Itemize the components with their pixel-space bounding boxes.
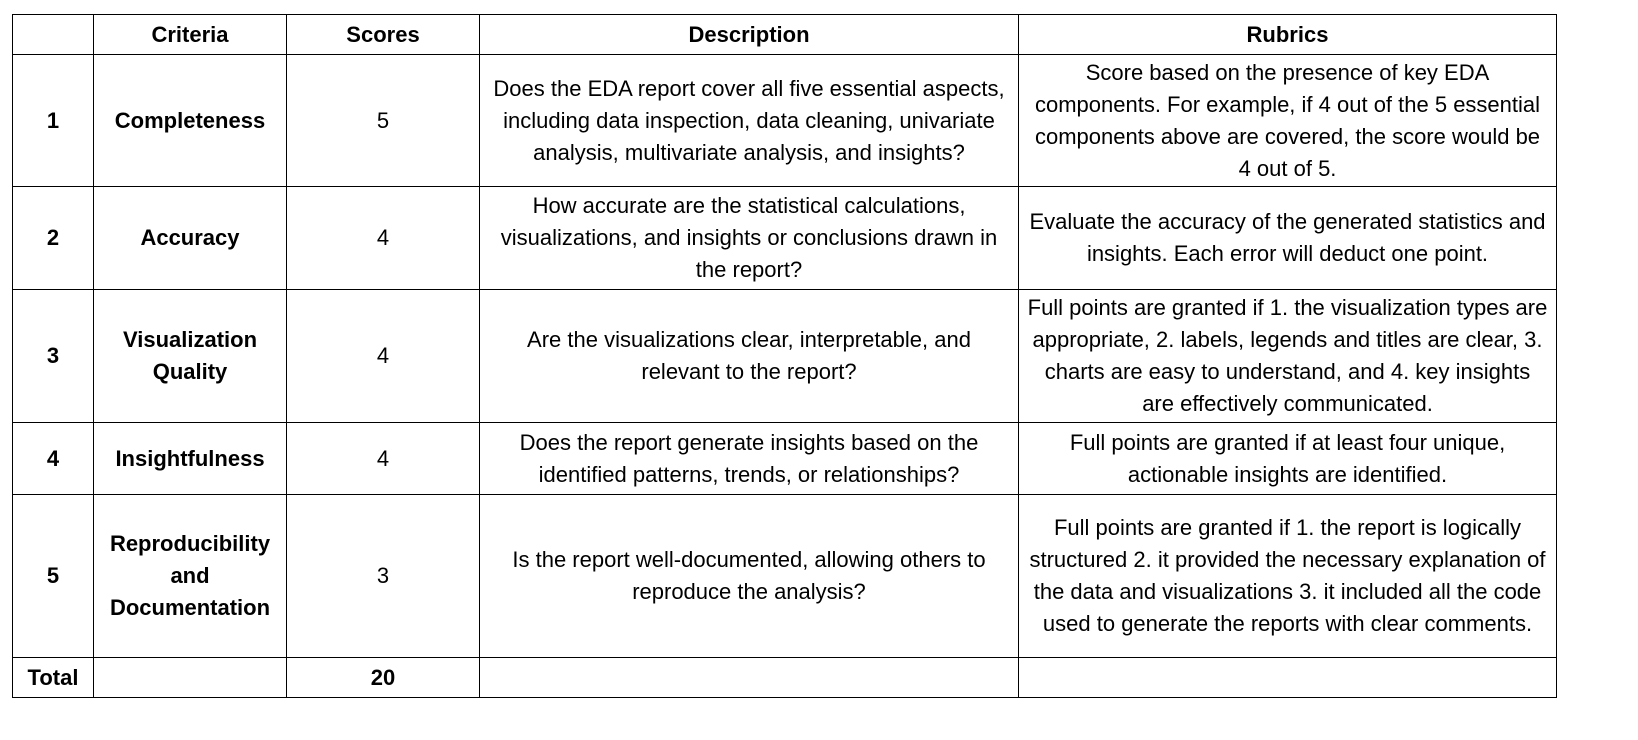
header-description: Description xyxy=(480,15,1019,55)
table-row xyxy=(13,423,1557,495)
row-rubric: Full points are granted if 1. the visualization types are appropriate, 2. labels, legends and titles are clear, 3. charts are easy to understand, and 4. key insights are effectively communicated. xyxy=(1019,290,1557,423)
row-description: How accurate are the statistical calculations, visualizations, and insights or conclusions drawn in the report? xyxy=(480,187,1019,290)
row-score: 4 xyxy=(287,187,480,290)
header-rubrics: Rubrics xyxy=(1019,15,1557,55)
row-rubric: Full points are granted if 1. the report is logically structured 2. it provided the necessary explanation of the data and visualizations 3. it included all the code used to generate the reports with clear comments. xyxy=(1019,495,1557,658)
row-score: 4 xyxy=(287,290,480,423)
row-index: 5 xyxy=(13,495,94,658)
row-score: 4 xyxy=(287,423,480,495)
total-row xyxy=(13,658,1557,698)
total-score: 20 xyxy=(287,658,480,698)
row-score: 3 xyxy=(287,495,480,658)
row-rubric: Score based on the presence of key EDA components. For example, if 4 out of the 5 essential components above are covered, the score would be 4 out of 5. xyxy=(1019,55,1557,187)
row-rubric: Evaluate the accuracy of the generated statistics and insights. Each error will deduct one point. xyxy=(1019,187,1557,290)
table-row xyxy=(13,495,1557,658)
row-criteria: Accuracy xyxy=(94,187,287,290)
total-criteria xyxy=(94,658,287,698)
row-index: 4 xyxy=(13,423,94,495)
eda-rubric-table xyxy=(12,14,1557,698)
row-description: Is the report well-documented, allowing others to reproduce the analysis? xyxy=(480,495,1019,658)
row-criteria: Reproducibility and Documentation xyxy=(94,495,287,658)
row-index: 2 xyxy=(13,187,94,290)
table-row xyxy=(13,55,1557,187)
row-description: Are the visualizations clear, interpretable, and relevant to the report? xyxy=(480,290,1019,423)
row-index: 3 xyxy=(13,290,94,423)
row-index: 1 xyxy=(13,55,94,187)
row-rubric: Full points are granted if at least four unique, actionable insights are identified. xyxy=(1019,423,1557,495)
row-score: 5 xyxy=(287,55,480,187)
row-criteria: Completeness xyxy=(94,55,287,187)
row-criteria: Insightfulness xyxy=(94,423,287,495)
header-index xyxy=(13,15,94,55)
header-row xyxy=(13,15,1557,55)
row-description: Does the EDA report cover all five essential aspects, including data inspection, data cleaning, univariate analysis, multivariate analysis, and insights? xyxy=(480,55,1019,187)
header-criteria: Criteria xyxy=(94,15,287,55)
row-criteria: Visualization Quality xyxy=(94,290,287,423)
table-row xyxy=(13,187,1557,290)
total-rubric xyxy=(1019,658,1557,698)
total-label: Total xyxy=(13,658,94,698)
rubric-table-container xyxy=(12,14,1557,698)
table-row xyxy=(13,290,1557,423)
header-scores: Scores xyxy=(287,15,480,55)
total-description xyxy=(480,658,1019,698)
row-description: Does the report generate insights based on the identified patterns, trends, or relationships? xyxy=(480,423,1019,495)
